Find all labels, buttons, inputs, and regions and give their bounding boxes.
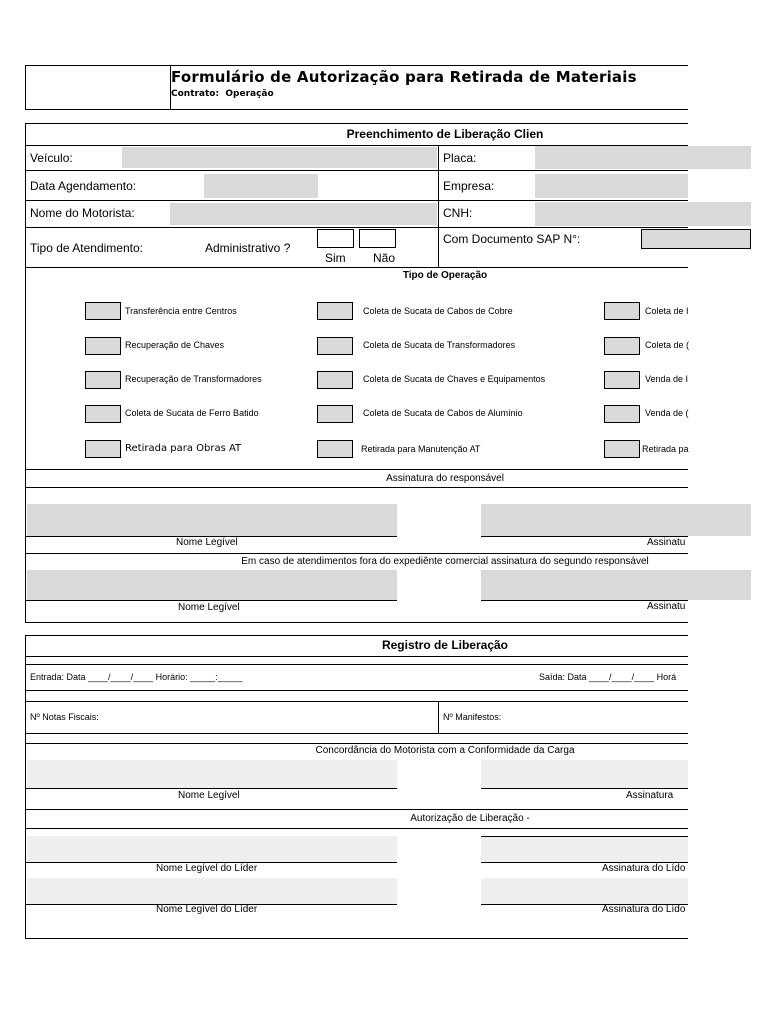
leader-signature-caption-2: Assinatura do Lído (602, 904, 686, 915)
op-checkbox[interactable] (604, 405, 640, 423)
op-label: Coleta de I (645, 306, 689, 316)
vehicle-field[interactable] (122, 147, 437, 168)
legible-name-field-2[interactable] (27, 570, 397, 600)
op-label: Retirada para Manutenção AT (361, 444, 481, 454)
manifests-label: Nº Manifestos: (443, 712, 502, 722)
form-title: Formulário de Autorização para Retirada de Materiais (171, 68, 637, 86)
op-checkbox[interactable] (85, 371, 121, 389)
op-checkbox[interactable] (604, 371, 640, 389)
operation-type-title: Tipo de Operação (402, 270, 488, 281)
leader-signature-field-1[interactable] (481, 836, 688, 862)
yes-checkbox[interactable] (317, 229, 354, 248)
leader-name-caption-1: Nome Legível do Líder (156, 863, 258, 874)
legible-name-caption-2: Nome Legível (178, 602, 240, 613)
op-checkbox[interactable] (85, 405, 121, 423)
op-label: Retirada pa (642, 444, 689, 454)
op-label: Coleta de Sucata de Transformadores (363, 340, 516, 350)
driver-name-caption: Nome Legível (178, 790, 240, 801)
sap-field[interactable] (641, 229, 751, 249)
company-field[interactable] (535, 174, 688, 198)
op-label: Transferência entre Centros (125, 306, 237, 316)
yes-label: Sim (325, 251, 346, 265)
contract-line (171, 89, 274, 99)
driver-name-field[interactable] (27, 760, 397, 788)
op-label: Coleta de Sucata de Cabos de Cobre (363, 306, 513, 316)
op-label: Recuperação de Transformadores (125, 374, 262, 384)
driver-signature-field[interactable] (481, 760, 688, 788)
section1-title: Preenchimento de Liberação Clien (346, 127, 544, 141)
signature-caption: Assinatu (647, 537, 686, 548)
signature-title: Assinatura do responsável (386, 473, 504, 484)
section2-title: Registro de Liberação (381, 638, 509, 652)
administrative-label: Administrativo ? (205, 241, 291, 255)
sap-label: Com Documento SAP N°: (443, 232, 581, 246)
op-label: Recuperação de Chaves (125, 340, 225, 350)
op-label: Venda de I (645, 374, 689, 384)
schedule-label: Data Agendamento: (30, 179, 137, 193)
op-label: Venda de ( (645, 408, 689, 418)
op-label: Coleta de Sucata de Cabos de Alumínio (363, 408, 523, 418)
contract-label: Contrato: (171, 89, 220, 99)
vehicle-label: Veículo: (30, 151, 73, 165)
op-checkbox[interactable] (317, 440, 353, 458)
cnh-field[interactable] (535, 202, 751, 226)
op-checkbox[interactable] (85, 302, 121, 320)
legible-name-field[interactable] (27, 504, 397, 536)
service-type-label: Tipo de Atendimento: (30, 241, 143, 255)
exit-line: Saída: Data ____/____/____ Horá (539, 672, 677, 682)
cnh-label: CNH: (443, 206, 473, 220)
signature-field[interactable] (481, 504, 751, 536)
after-hours-note: Em caso de atendimentos fora do expediênte comercial assinatura do segundo responsável (241, 556, 649, 567)
op-checkbox[interactable] (317, 405, 353, 423)
driver-signature-caption: Assinatura (626, 790, 674, 801)
op-label: Retirada para Obras AT (125, 443, 242, 454)
plate-label: Placa: (443, 151, 477, 165)
op-checkbox[interactable] (317, 337, 353, 355)
op-checkbox[interactable] (85, 337, 121, 355)
release-auth: Autorização de Liberação - (410, 813, 530, 824)
leader-signature-caption-1: Assinatura do Lído (602, 863, 686, 874)
company-label: Empresa: (443, 179, 495, 193)
schedule-field[interactable] (204, 174, 318, 198)
driver-label: Nome do Motorista: (30, 206, 135, 220)
op-checkbox[interactable] (604, 302, 640, 320)
signature-caption-2: Assinatu (647, 601, 686, 612)
op-checkbox[interactable] (604, 440, 640, 458)
op-checkbox[interactable] (317, 371, 353, 389)
driver-field[interactable] (170, 203, 437, 225)
op-checkbox[interactable] (85, 440, 121, 458)
op-checkbox[interactable] (604, 337, 640, 355)
leader-name-field-1[interactable] (27, 836, 397, 862)
contract-value: Operação (225, 89, 274, 99)
op-label: Coleta de Sucata de Chaves e Equipamentos (363, 374, 546, 384)
no-label: Não (373, 251, 396, 265)
leader-name-field-2[interactable] (27, 878, 397, 904)
legible-name-caption: Nome Legível (176, 537, 238, 548)
op-label: Coleta de Sucata de Ferro Batido (125, 408, 259, 418)
invoices-label: Nº Notas Fiscais: (30, 712, 99, 722)
op-label: Coleta de ( (645, 340, 690, 350)
leader-name-caption-2: Nome Legível do Líder (156, 904, 258, 915)
entry-line: Entrada: Data ____/____/____ Horário: _____:_____ (30, 672, 243, 682)
op-checkbox[interactable] (317, 302, 353, 320)
plate-field[interactable] (535, 146, 751, 169)
signature-field-2[interactable] (481, 570, 751, 600)
no-checkbox[interactable] (359, 229, 396, 248)
driver-agreement: Concordância do Motorista com a Conformidade da Carga (315, 745, 575, 756)
leader-signature-field-2[interactable] (481, 878, 688, 904)
